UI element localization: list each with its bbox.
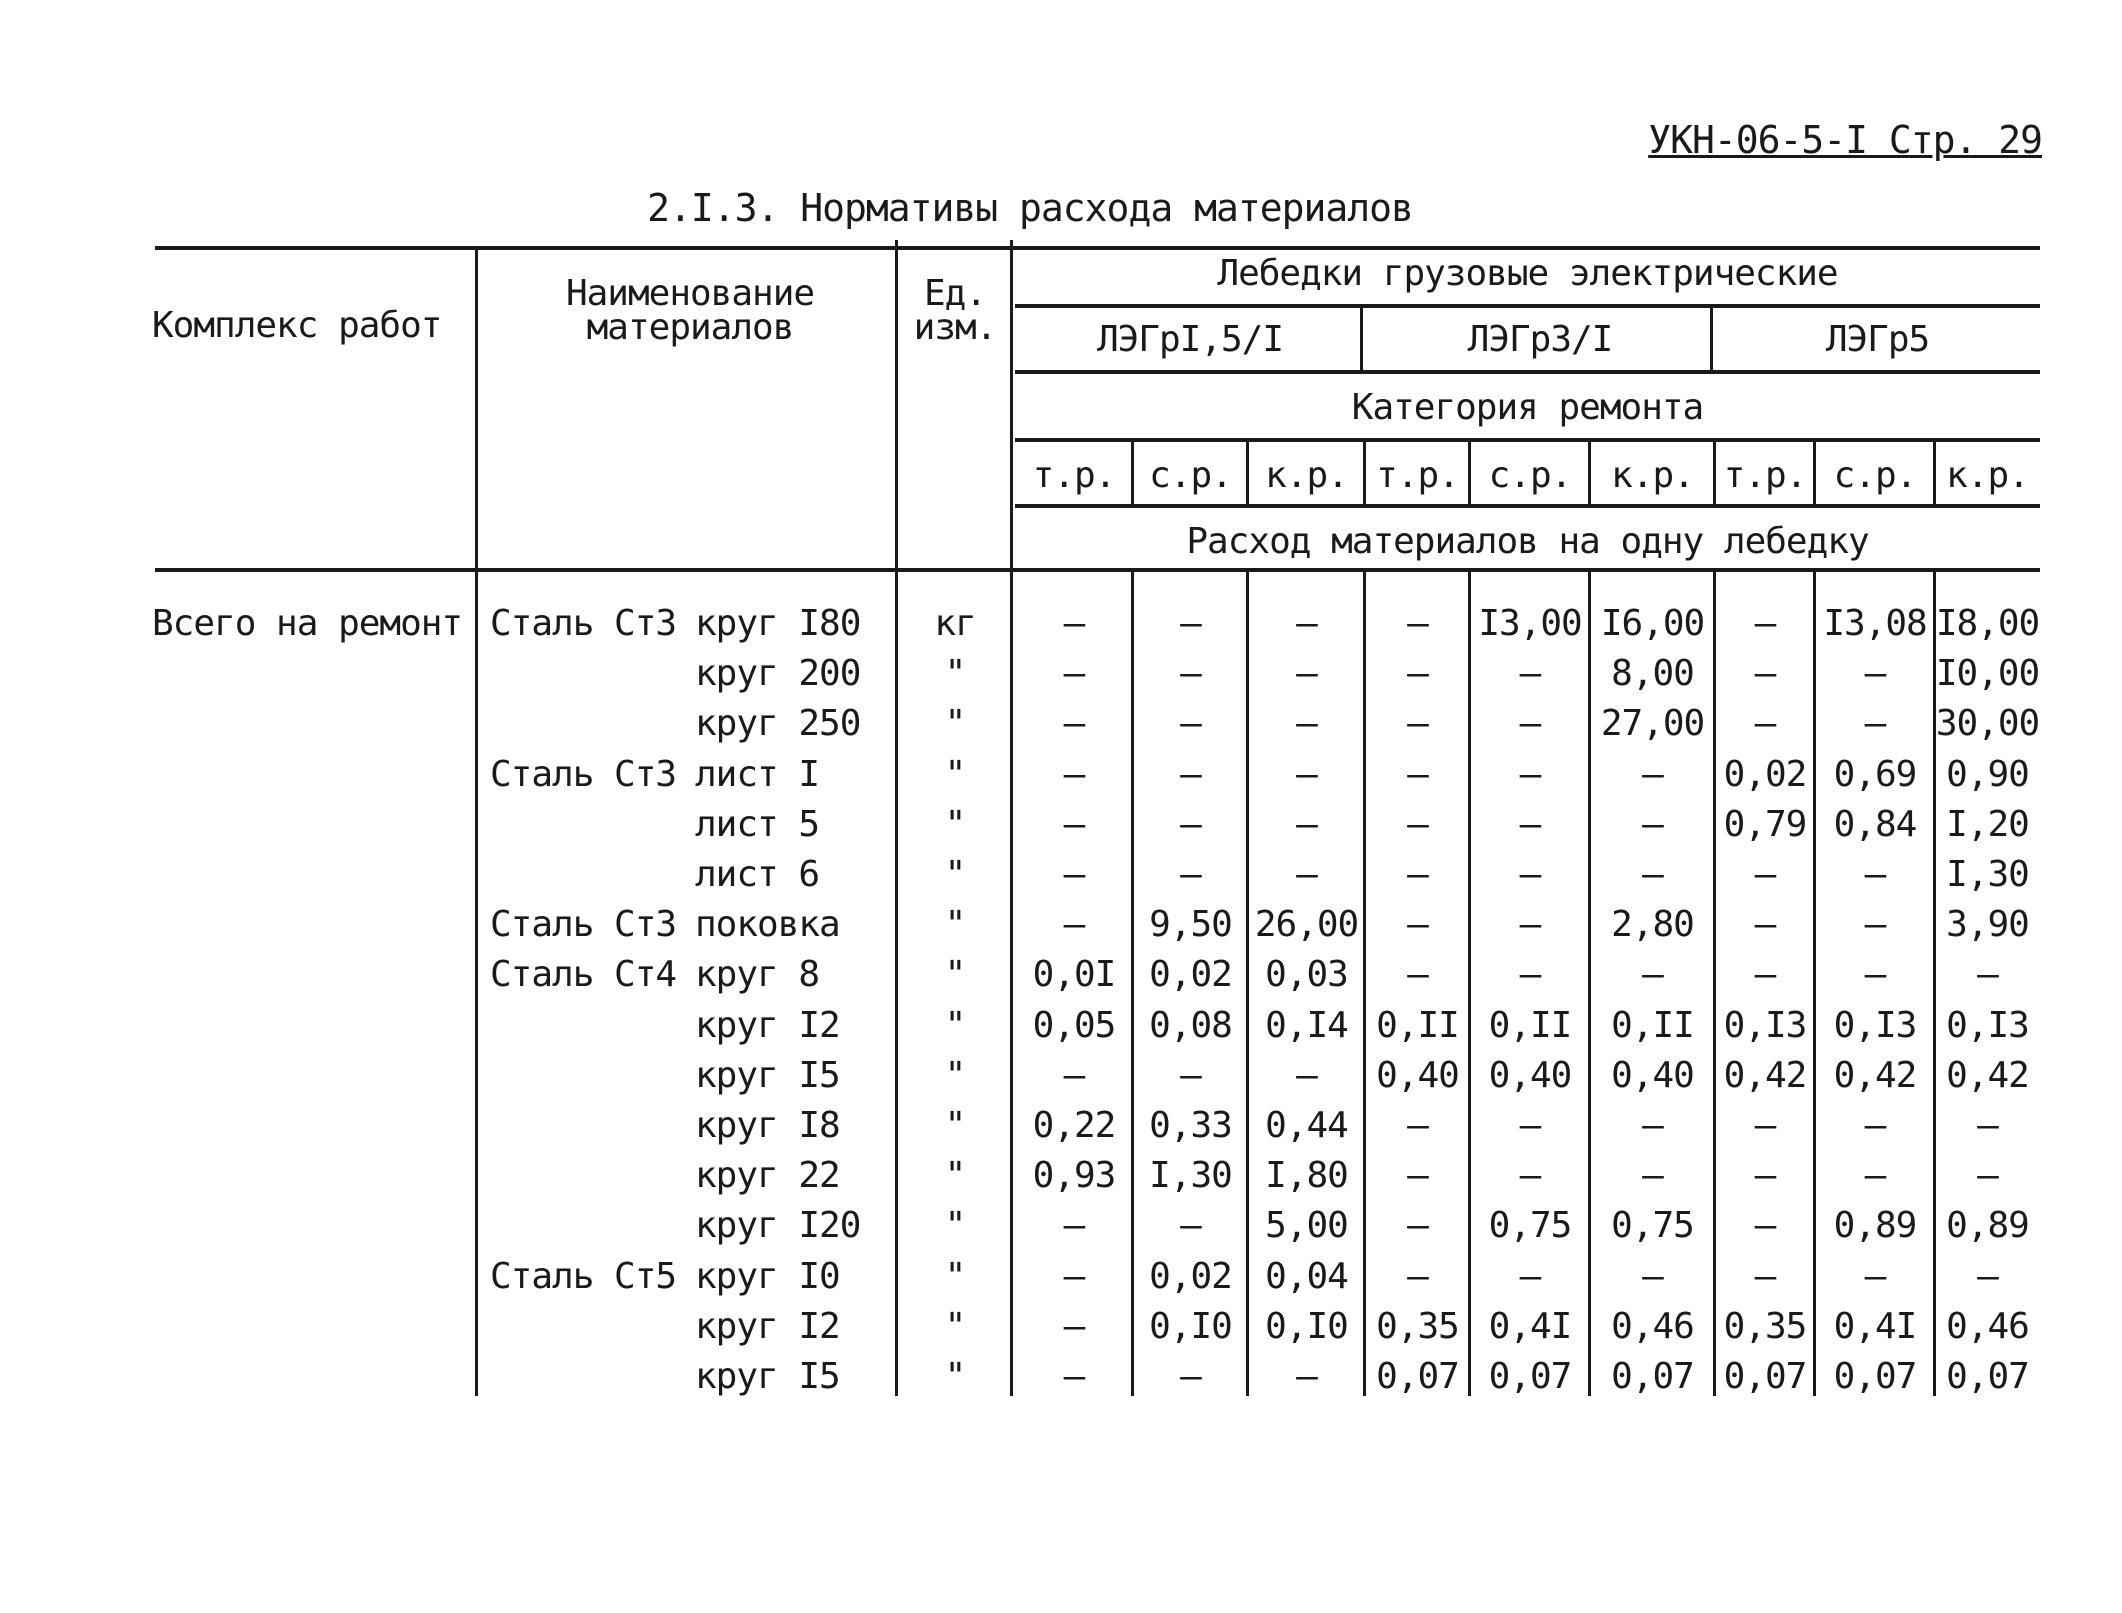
- value-cell: –: [1977, 1105, 1998, 1146]
- value-cell: –: [1407, 1205, 1428, 1246]
- value-cell: 0,I3: [1833, 1005, 1917, 1046]
- row-item: лист 6: [695, 854, 820, 895]
- value-cell: I6,00: [1600, 603, 1705, 644]
- row-item: поковка: [695, 904, 840, 945]
- value-cell: –: [1407, 1105, 1428, 1146]
- value-cell: –: [1063, 904, 1085, 945]
- value-cell: –: [1977, 1155, 1998, 1196]
- value-cell: 0,90: [1946, 754, 2029, 795]
- value-cell: –: [1407, 854, 1428, 895]
- row-unit: ": [944, 1055, 966, 1096]
- value-cell: –: [1864, 653, 1886, 694]
- value-cell: –: [1063, 1205, 1085, 1246]
- value-cell: –: [1642, 754, 1663, 795]
- value-cell: –: [1180, 754, 1201, 795]
- rule-subcategory-bottom: [1015, 504, 2040, 508]
- value-cell: –: [1642, 804, 1663, 845]
- row-unit: ": [944, 1256, 966, 1297]
- value-cell: 0,40: [1611, 1055, 1694, 1096]
- value-cell: 0,35: [1376, 1306, 1459, 1347]
- value-cell: –: [1063, 653, 1085, 694]
- header-unit-1: Ед.: [923, 273, 987, 314]
- value-cell: 0,05: [1032, 1005, 1116, 1046]
- value-cell: –: [1642, 1105, 1663, 1146]
- row-item: круг I80: [695, 603, 861, 644]
- value-cell: –: [1864, 854, 1886, 895]
- value-cell: 0,II: [1611, 1005, 1694, 1046]
- value-cell: I3,00: [1478, 603, 1582, 644]
- row-item: лист I: [695, 754, 820, 795]
- value-cell: –: [1296, 854, 1317, 895]
- rule-value-sep: [1246, 572, 1249, 1396]
- value-cell: 0,4I: [1833, 1306, 1917, 1347]
- value-cell: –: [1864, 703, 1886, 744]
- value-cell: 0,07: [1611, 1356, 1694, 1397]
- rule-col-values: [1010, 240, 1013, 1396]
- value-cell: –: [1864, 904, 1886, 945]
- value-cell: I3,08: [1823, 603, 1927, 644]
- value-cell: 0,4I: [1488, 1306, 1572, 1347]
- value-cell: 5,00: [1265, 1205, 1348, 1246]
- value-cell: 0,II: [1488, 1005, 1572, 1046]
- rule-col-unit: [895, 240, 898, 1396]
- value-cell: –: [1063, 1055, 1085, 1096]
- value-cell: –: [1864, 1155, 1886, 1196]
- value-cell: 0,I3: [1723, 1005, 1807, 1046]
- value-cell: –: [1063, 1306, 1085, 1347]
- value-cell: –: [1407, 653, 1428, 694]
- value-cell: 0,75: [1611, 1205, 1694, 1246]
- row-unit: ": [944, 854, 966, 895]
- value-cell: 0,03: [1265, 954, 1348, 995]
- value-cell: –: [1407, 603, 1428, 644]
- rule-category-sep: [1363, 438, 1366, 504]
- value-cell: –: [1519, 1105, 1541, 1146]
- row-item: круг I2: [695, 1005, 840, 1046]
- row-unit: ": [944, 703, 966, 744]
- value-cell: 0,33: [1149, 1105, 1232, 1146]
- category-cell: к.р.: [1265, 455, 1348, 496]
- row-unit: кг: [934, 603, 976, 644]
- value-cell: 0,08: [1149, 1005, 1232, 1046]
- value-cell: 0,II: [1376, 1005, 1459, 1046]
- row-item: круг I5: [695, 1055, 840, 1096]
- value-cell: –: [1063, 703, 1085, 744]
- row-item: круг 8: [695, 954, 820, 995]
- rule-models-bottom: [1015, 370, 2040, 374]
- value-cell: 0,02: [1149, 1256, 1232, 1297]
- value-cell: 0,89: [1833, 1205, 1917, 1246]
- row-item: лист 5: [695, 804, 820, 845]
- value-cell: –: [1296, 1055, 1317, 1096]
- value-cell: –: [1519, 904, 1541, 945]
- rule-value-sep: [1363, 572, 1366, 1396]
- row-item: круг I20: [695, 1205, 861, 1246]
- value-cell: 0,42: [1723, 1055, 1807, 1096]
- rule-category-sep: [1713, 438, 1716, 504]
- header-group: Лебедки грузовые электрические: [1217, 253, 1838, 294]
- row-unit: ": [944, 1005, 966, 1046]
- value-cell: –: [1519, 1256, 1541, 1297]
- value-cell: –: [1180, 703, 1201, 744]
- row-unit: ": [944, 1105, 966, 1146]
- value-cell: 0,40: [1376, 1055, 1459, 1096]
- value-cell: –: [1754, 904, 1776, 945]
- header-model-1: ЛЭГрI,5/I: [1096, 319, 1284, 360]
- value-cell: 30,00: [1935, 703, 2040, 744]
- category-cell: т.р.: [1723, 455, 1807, 496]
- header-material-2: материалов: [586, 307, 794, 348]
- rule-category-sep: [1588, 438, 1591, 504]
- value-cell: 0,02: [1149, 954, 1232, 995]
- value-cell: 0,42: [1833, 1055, 1917, 1096]
- row-item: круг I8: [695, 1105, 840, 1146]
- value-cell: –: [1063, 854, 1085, 895]
- row-item: круг 250: [695, 703, 861, 744]
- value-cell: –: [1407, 904, 1428, 945]
- value-cell: –: [1296, 653, 1317, 694]
- value-cell: –: [1519, 653, 1541, 694]
- rule-category-sep: [1468, 438, 1471, 504]
- value-cell: 0,I3: [1946, 1005, 2029, 1046]
- value-cell: –: [1180, 854, 1201, 895]
- value-cell: 0,42: [1946, 1055, 2029, 1096]
- value-cell: 0,46: [1611, 1306, 1694, 1347]
- value-cell: –: [1642, 1155, 1663, 1196]
- value-cell: –: [1519, 854, 1541, 895]
- value-cell: 27,00: [1600, 703, 1705, 744]
- value-cell: 0,35: [1723, 1306, 1807, 1347]
- rule-value-sep: [1813, 572, 1816, 1396]
- value-cell: –: [1180, 653, 1201, 694]
- value-cell: 0,93: [1032, 1155, 1116, 1196]
- value-cell: –: [1642, 1256, 1663, 1297]
- value-cell: 0,79: [1723, 804, 1807, 845]
- category-cell: к.р.: [1946, 455, 2029, 496]
- value-cell: –: [1407, 954, 1428, 995]
- row-steel-grade: Сталь Ст5: [490, 1256, 677, 1297]
- row-unit: ": [944, 1155, 966, 1196]
- rule-value-sep: [1933, 572, 1936, 1396]
- value-cell: 0,89: [1946, 1205, 2029, 1246]
- value-cell: –: [1296, 754, 1317, 795]
- value-cell: –: [1407, 754, 1428, 795]
- header-model-3: ЛЭГр5: [1825, 319, 1930, 360]
- category-cell: с.р.: [1149, 455, 1232, 496]
- rule-value-sep: [1588, 572, 1591, 1396]
- header-category: Категория ремонта: [1351, 387, 1704, 428]
- rule-model-sep-2: [1710, 304, 1713, 370]
- row-unit: ": [944, 754, 966, 795]
- rule-category-sep: [1933, 438, 1936, 504]
- row-steel-grade: Сталь Ст3: [490, 904, 677, 945]
- row-complex: Всего на ремонт: [152, 603, 463, 644]
- value-cell: 0,07: [1833, 1356, 1917, 1397]
- value-cell: –: [1864, 1256, 1886, 1297]
- value-cell: –: [1063, 754, 1085, 795]
- document-code: УКН-06-5-I Стр. 29: [1648, 118, 2042, 162]
- rule-top: [155, 246, 2040, 250]
- value-cell: 2,80: [1611, 904, 1694, 945]
- value-cell: 0,0I: [1032, 954, 1116, 995]
- value-cell: –: [1864, 954, 1886, 995]
- value-cell: –: [1407, 1155, 1428, 1196]
- value-cell: I,20: [1946, 804, 2029, 845]
- value-cell: 9,50: [1149, 904, 1232, 945]
- rule-col-material: [475, 246, 478, 1396]
- value-cell: –: [1754, 603, 1776, 644]
- rule-model-sep-1: [1360, 304, 1363, 370]
- value-cell: 26,00: [1254, 904, 1359, 945]
- category-cell: с.р.: [1488, 455, 1572, 496]
- header-model-2: ЛЭГр3/I: [1467, 319, 1613, 360]
- page-title: [0, 186, 2122, 230]
- header-complex: Комплекс работ: [152, 305, 442, 346]
- row-item: круг 22: [695, 1155, 840, 1196]
- rule-category-bottom: [1015, 438, 2040, 442]
- row-item: круг I5: [695, 1356, 840, 1397]
- category-cell: т.р.: [1376, 455, 1459, 496]
- rule-category-sep: [1246, 438, 1249, 504]
- rule-value-sep: [1713, 572, 1716, 1396]
- row-unit: ": [944, 1205, 966, 1246]
- value-cell: –: [1180, 1055, 1201, 1096]
- row-unit: ": [944, 954, 966, 995]
- value-cell: –: [1180, 603, 1201, 644]
- value-cell: 0,07: [1376, 1356, 1459, 1397]
- rule-value-sep: [1131, 572, 1134, 1396]
- value-cell: 0,46: [1946, 1306, 2029, 1347]
- value-cell: –: [1642, 954, 1663, 995]
- rule-models-top: [1015, 304, 2040, 308]
- value-cell: –: [1754, 653, 1776, 694]
- value-cell: 0,07: [1723, 1356, 1807, 1397]
- value-cell: –: [1519, 703, 1541, 744]
- value-cell: –: [1296, 703, 1317, 744]
- category-cell: т.р.: [1032, 455, 1116, 496]
- value-cell: 0,22: [1032, 1105, 1116, 1146]
- value-cell: I,30: [1149, 1155, 1232, 1196]
- row-unit: ": [944, 653, 966, 694]
- value-cell: I0,00: [1935, 653, 2040, 694]
- value-cell: –: [1296, 804, 1317, 845]
- category-cell: с.р.: [1833, 455, 1917, 496]
- category-cell: к.р.: [1611, 455, 1694, 496]
- row-steel-grade: Сталь Ст3: [490, 603, 677, 644]
- value-cell: 0,07: [1488, 1356, 1572, 1397]
- value-cell: 0,02: [1723, 754, 1807, 795]
- value-cell: 0,44: [1265, 1105, 1348, 1146]
- value-cell: –: [1063, 1356, 1085, 1397]
- value-cell: I,80: [1265, 1155, 1348, 1196]
- value-cell: –: [1063, 804, 1085, 845]
- rule-category-sep: [1813, 438, 1816, 504]
- row-unit: ": [944, 904, 966, 945]
- value-cell: 0,84: [1833, 804, 1917, 845]
- value-cell: –: [1180, 1205, 1201, 1246]
- value-cell: 0,04: [1265, 1256, 1348, 1297]
- value-cell: –: [1296, 1356, 1317, 1397]
- value-cell: –: [1519, 804, 1541, 845]
- value-cell: 0,I0: [1149, 1306, 1232, 1347]
- value-cell: –: [1519, 754, 1541, 795]
- rule-header-bottom: [155, 568, 2040, 572]
- value-cell: –: [1407, 1256, 1428, 1297]
- header-consumption: Расход материалов на одну лебедку: [1186, 521, 1869, 562]
- row-unit: ": [944, 804, 966, 845]
- value-cell: –: [1063, 603, 1085, 644]
- header-unit-2: изм.: [913, 307, 997, 348]
- value-cell: –: [1754, 703, 1776, 744]
- value-cell: –: [1977, 954, 1998, 995]
- value-cell: –: [1754, 954, 1776, 995]
- value-cell: –: [1754, 854, 1776, 895]
- row-steel-grade: Сталь Ст3: [490, 754, 677, 795]
- value-cell: –: [1407, 804, 1428, 845]
- row-item: круг I0: [695, 1256, 840, 1297]
- value-cell: –: [1642, 854, 1663, 895]
- rule-category-sep: [1131, 438, 1134, 504]
- value-cell: 8,00: [1611, 653, 1694, 694]
- value-cell: –: [1063, 1256, 1085, 1297]
- value-cell: I8,00: [1935, 603, 2040, 644]
- value-cell: –: [1180, 804, 1201, 845]
- rule-value-sep: [1468, 572, 1471, 1396]
- value-cell: –: [1180, 1356, 1201, 1397]
- value-cell: –: [1407, 703, 1428, 744]
- page-title-text: 2.I.3. Нормативы расхода материалов: [647, 186, 1413, 230]
- row-unit: ": [944, 1306, 966, 1347]
- value-cell: 0,75: [1488, 1205, 1572, 1246]
- value-cell: –: [1754, 1256, 1776, 1297]
- value-cell: 0,69: [1833, 754, 1917, 795]
- value-cell: –: [1977, 1256, 1998, 1297]
- value-cell: 0,I4: [1265, 1005, 1348, 1046]
- value-cell: 0,I0: [1265, 1306, 1348, 1347]
- value-cell: –: [1519, 1155, 1541, 1196]
- value-cell: –: [1754, 1205, 1776, 1246]
- row-item: круг I2: [695, 1306, 840, 1347]
- row-unit: ": [944, 1356, 966, 1397]
- value-cell: 0,07: [1946, 1356, 2029, 1397]
- value-cell: –: [1296, 603, 1317, 644]
- row-item: круг 200: [695, 653, 861, 694]
- value-cell: –: [1519, 954, 1541, 995]
- header-material-1: Наименование: [565, 273, 815, 314]
- value-cell: –: [1754, 1105, 1776, 1146]
- value-cell: 0,40: [1488, 1055, 1572, 1096]
- value-cell: I,30: [1946, 854, 2029, 895]
- value-cell: 3,90: [1946, 904, 2029, 945]
- value-cell: –: [1754, 1155, 1776, 1196]
- row-steel-grade: Сталь Ст4: [490, 954, 677, 995]
- value-cell: –: [1864, 1105, 1886, 1146]
